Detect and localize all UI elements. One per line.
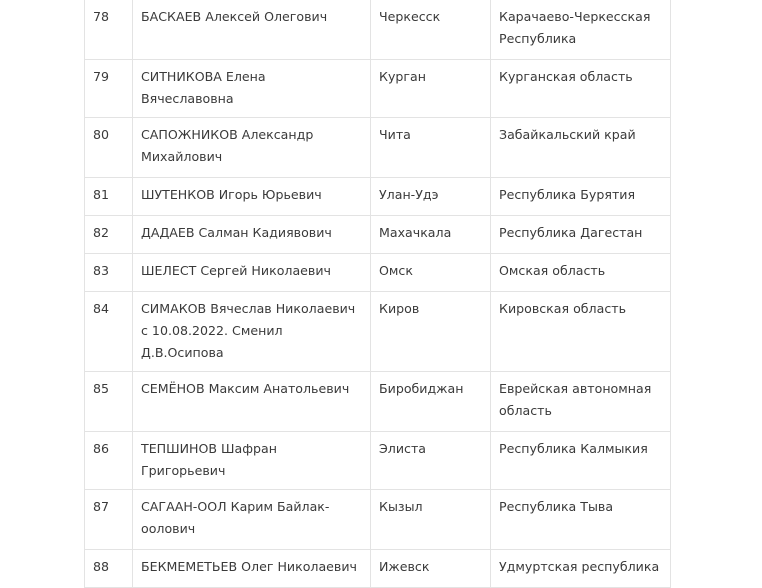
person-name: ДАДАЕВ Салман Кадиявович	[133, 216, 371, 254]
row-number: 80	[85, 118, 133, 178]
table-row	[85, 432, 671, 490]
table-row	[85, 372, 671, 432]
city-name: Ижевск	[371, 550, 491, 588]
city-name: Биробиджан	[371, 372, 491, 432]
region-name: Еврейская автономная область	[491, 372, 671, 432]
table-row	[85, 216, 671, 254]
row-number: 88	[85, 550, 133, 588]
row-number: 81	[85, 178, 133, 216]
region-name: Республика Бурятия	[491, 178, 671, 216]
table-row	[85, 118, 671, 178]
person-name: СИМАКОВ Вячеслав Николаевич с 10.08.2022. Сменил Д.В.Осипова	[133, 292, 371, 372]
city-name: Махачкала	[371, 216, 491, 254]
row-number: 87	[85, 490, 133, 550]
officials-table	[84, 0, 671, 588]
person-name: ШУТЕНКОВ Игорь Юрьевич	[133, 178, 371, 216]
person-name: СЕМЁНОВ Максим Анатольевич	[133, 372, 371, 432]
row-number: 83	[85, 254, 133, 292]
region-name: Удмуртская республика	[491, 550, 671, 588]
city-name: Омск	[371, 254, 491, 292]
table-row	[85, 0, 671, 60]
table-row	[85, 490, 671, 550]
region-name: Карачаево-Черкесская Республика	[491, 0, 671, 60]
city-name: Киров	[371, 292, 491, 372]
table-row	[85, 550, 671, 588]
row-number: 85	[85, 372, 133, 432]
row-number: 86	[85, 432, 133, 490]
person-name: СИТНИКОВА Елена Вячеславовна	[133, 60, 371, 118]
person-name: БЕКМЕМЕТЬЕВ Олег Николаевич	[133, 550, 371, 588]
person-name: БАСКАЕВ Алексей Олегович	[133, 0, 371, 60]
region-name: Кировская область	[491, 292, 671, 372]
city-name: Улан-Удэ	[371, 178, 491, 216]
region-name: Омская область	[491, 254, 671, 292]
city-name: Чита	[371, 118, 491, 178]
table-row	[85, 254, 671, 292]
person-name: ТЕПШИНОВ Шафран Григорьевич	[133, 432, 371, 490]
person-name: ШЕЛЕСТ Сергей Николаевич	[133, 254, 371, 292]
region-name: Курганская область	[491, 60, 671, 118]
person-name: САПОЖНИКОВ Александр Михайлович	[133, 118, 371, 178]
row-number: 79	[85, 60, 133, 118]
region-name: Республика Калмыкия	[491, 432, 671, 490]
region-name: Республика Дагестан	[491, 216, 671, 254]
region-name: Забайкальский край	[491, 118, 671, 178]
city-name: Элиста	[371, 432, 491, 490]
row-number: 84	[85, 292, 133, 372]
region-name: Республика Тыва	[491, 490, 671, 550]
city-name: Черкесск	[371, 0, 491, 60]
officials-table-container	[84, 0, 670, 588]
row-number: 82	[85, 216, 133, 254]
table-row	[85, 292, 671, 372]
city-name: Курган	[371, 60, 491, 118]
table-row	[85, 178, 671, 216]
row-number: 78	[85, 0, 133, 60]
table-row	[85, 60, 671, 118]
person-name: САГААН-ООЛ Карим Байлак-оолович	[133, 490, 371, 550]
city-name: Кызыл	[371, 490, 491, 550]
